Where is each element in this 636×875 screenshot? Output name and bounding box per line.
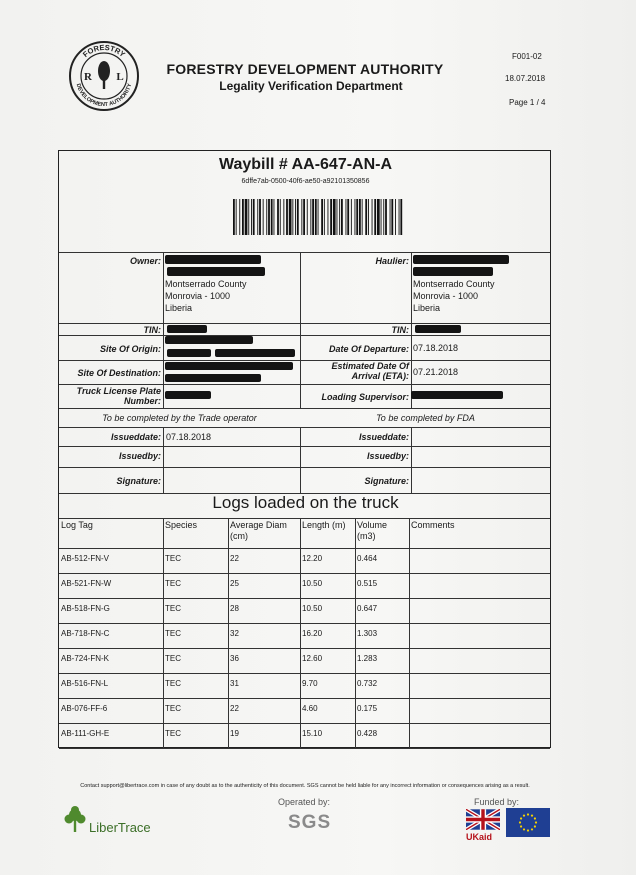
- eta-label: Estimated Date Of Arrival (ETA):: [331, 361, 409, 381]
- haulier-county: Montserrado County: [413, 279, 495, 289]
- table-cell: 0.464: [357, 554, 378, 563]
- table-cell: TEC: [165, 729, 181, 738]
- table-cell: AB-718-FN-C: [61, 629, 110, 638]
- tin-label: TIN:: [143, 325, 161, 335]
- table-header-cell: Log Tag: [61, 520, 93, 530]
- waybill-title: Waybill # AA-647-AN-A: [218, 156, 393, 173]
- funded-by-label: Funded by:: [474, 797, 520, 807]
- loading-supervisor-label: Loading Supervisor:: [321, 392, 409, 402]
- table-cell: 25: [230, 579, 239, 588]
- issuedate-label: Issueddate:: [110, 432, 161, 442]
- redaction: [167, 267, 265, 276]
- site-origin-label: Site Of Origin:: [99, 344, 161, 354]
- table-cell: TEC: [165, 704, 181, 713]
- table-cell: 9.70: [302, 679, 318, 688]
- header-date: 18.07.2018: [505, 74, 546, 83]
- table-cell: TEC: [165, 629, 181, 638]
- eu-flag-icon: [506, 808, 550, 837]
- owner-city: Monrovia - 1000: [165, 291, 231, 301]
- redaction: [415, 325, 461, 333]
- svg-text:R: R: [84, 71, 92, 83]
- table-cell: 0.428: [357, 729, 378, 738]
- site-destination-label: Site Of Destination:: [77, 368, 161, 378]
- table-header-cell: Comments: [411, 520, 455, 530]
- logs-title: Logs loaded on the truck: [212, 493, 399, 512]
- haulier-tin-label: TIN:: [391, 325, 409, 335]
- owner-country: Liberia: [165, 303, 193, 313]
- table-cell: AB-724-FN-K: [61, 654, 110, 663]
- table-cell: 10.50: [302, 579, 323, 588]
- table-cell: 0.515: [357, 579, 378, 588]
- header-subtitle: Legality Verification Department: [219, 79, 403, 93]
- table-row-divider: [59, 673, 550, 674]
- redaction: [165, 336, 253, 344]
- svg-text:DEVELOPMENT AUTHORITY: DEVELOPMENT AUTHORITY: [74, 82, 134, 109]
- footer-note: Contact support@libertrace.com in case of any doubt as to the authenticity of this document. SGS cannot be held liable for any incorrect information or consequences arising as a result.: [80, 783, 530, 789]
- table-row-divider: [59, 598, 550, 599]
- fda-issuedate-label: Issueddate:: [358, 432, 409, 442]
- signature-label: Signature:: [116, 476, 161, 486]
- table-column-divider: [300, 518, 301, 748]
- owner-county: Montserrado County: [165, 279, 247, 289]
- table-header-cell: Species: [165, 520, 198, 530]
- table-row-divider: [59, 648, 550, 649]
- table-cell: 12.60: [302, 654, 323, 663]
- fda-note: To be completed by FDA: [376, 413, 475, 423]
- table-cell: 0.732: [357, 679, 378, 688]
- fda-signature-label: Signature:: [364, 476, 409, 486]
- table-cell: AB-518-FN-G: [61, 604, 110, 613]
- table-bottom-line: [59, 748, 550, 749]
- haulier-country: Liberia: [413, 303, 441, 313]
- fda-issuedby-label: Issuedby:: [366, 451, 409, 461]
- table-cell: 10.50: [302, 604, 323, 613]
- eta-value: 07.21.2018: [413, 367, 459, 377]
- redaction: [413, 267, 493, 276]
- table-header-cell: Length (m): [302, 520, 346, 530]
- table-cell: AB-076-FF-6: [61, 704, 108, 713]
- table-cell: 28: [230, 604, 239, 613]
- table-cell: 1.283: [357, 654, 378, 663]
- truck-plate-label: Truck License Plate Number:: [76, 386, 161, 406]
- table-row-divider: [59, 698, 550, 699]
- table-cell: AB-512-FN-V: [61, 554, 110, 563]
- svg-text:FORESTRY: FORESTRY: [81, 42, 127, 60]
- trade-operator-note: To be completed by the Trade operator: [102, 413, 257, 423]
- table-cell: TEC: [165, 604, 181, 613]
- table-cell: 0.647: [357, 604, 378, 613]
- table-column-divider: [228, 518, 229, 748]
- table-row-divider: [59, 573, 550, 574]
- table-header-cell: Volume (m3): [357, 520, 388, 541]
- table-cell: 1.303: [357, 629, 378, 638]
- redaction: [167, 325, 207, 333]
- operated-by-label: Operated by:: [278, 797, 331, 807]
- table-row-divider: [59, 548, 550, 549]
- redaction: [165, 391, 211, 399]
- redaction: [165, 374, 261, 382]
- table-cell: TEC: [165, 654, 181, 663]
- table-row-divider: [59, 723, 550, 724]
- table-cell: 22: [230, 704, 239, 713]
- form-code: F001-02: [512, 52, 542, 61]
- table-cell: TEC: [165, 679, 181, 688]
- date-departure-value: 07.18.2018: [413, 343, 459, 353]
- table-cell: 16.20: [302, 629, 323, 638]
- haulier-label: Haulier:: [375, 256, 409, 266]
- table-cell: 15.10: [302, 729, 323, 738]
- table-cell: AB-516-FN-L: [61, 679, 109, 688]
- table-cell: 19: [230, 729, 239, 738]
- fda-seal-logo: [68, 40, 140, 112]
- sgs-logo: SGS: [288, 812, 332, 833]
- table-cell: 0.175: [357, 704, 378, 713]
- redaction: [215, 349, 295, 357]
- waybill-form: [58, 150, 551, 748]
- table-cell: 32: [230, 629, 239, 638]
- table-cell: 4.60: [302, 704, 318, 713]
- table-cell: TEC: [165, 579, 181, 588]
- svg-text:L: L: [116, 71, 124, 83]
- table-cell: AB-111-GH-E: [61, 729, 110, 738]
- barcode: [233, 199, 403, 235]
- redaction: [165, 255, 261, 264]
- uk-flag-icon: [466, 809, 500, 830]
- waybill-id: 6dffe7ab-0500-40f6-ae50-a92101350856: [241, 178, 370, 185]
- table-cell: TEC: [165, 554, 181, 563]
- haulier-city: Monrovia - 1000: [413, 291, 479, 301]
- table-column-divider: [409, 518, 410, 748]
- redaction: [167, 349, 211, 357]
- header-title: FORESTRY DEVELOPMENT AUTHORITY: [166, 61, 444, 77]
- libertrace-logo-text: LiberTrace: [89, 820, 151, 835]
- date-departure-label: Date Of Departure:: [328, 344, 409, 354]
- table-column-divider: [355, 518, 356, 748]
- table-cell: 31: [230, 679, 239, 688]
- redaction: [165, 362, 293, 370]
- table-column-divider: [163, 518, 164, 748]
- table-cell: 12.20: [302, 554, 323, 563]
- table-header-cell: Average Diam (cm): [230, 520, 287, 541]
- owner-label: Owner:: [129, 256, 161, 266]
- redaction: [411, 391, 503, 399]
- issuedby-label: Issuedby:: [118, 451, 161, 461]
- table-cell: AB-521-FN-W: [61, 579, 112, 588]
- table-cell: 36: [230, 654, 239, 663]
- issuedate-value: 07.18.2018: [166, 432, 212, 442]
- table-row-divider: [59, 623, 550, 624]
- page-number: Page 1 / 4: [509, 98, 546, 107]
- ukaid-logo-text: UKaid: [466, 832, 493, 842]
- table-cell: 22: [230, 554, 239, 563]
- redaction: [413, 255, 509, 264]
